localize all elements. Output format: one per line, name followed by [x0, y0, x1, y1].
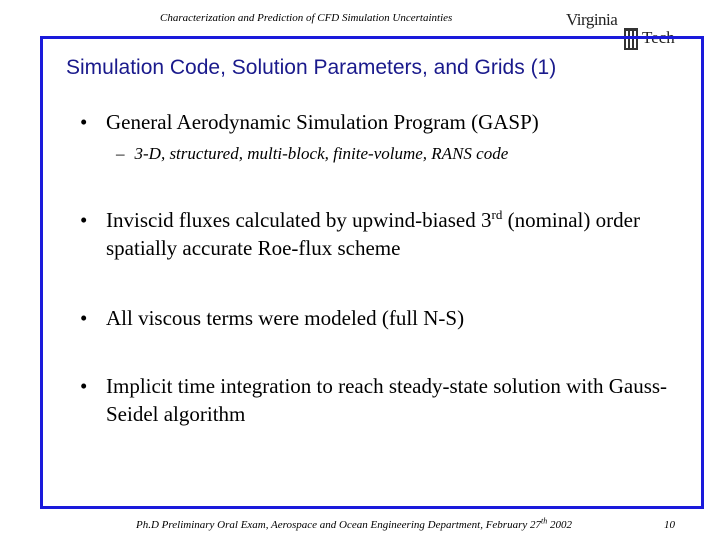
sub-bullet-text: 3-D, structured, multi-block, finite-volume, RANS code: [134, 144, 509, 163]
sub-bullet-gasp: [116, 144, 508, 164]
slide-frame: [40, 36, 704, 509]
logo-line2: Tech: [642, 28, 675, 47]
bullet-icon: •: [80, 208, 88, 232]
bullet-icon: •: [80, 374, 88, 398]
bullet-text: All viscous terms were modeled (full N-S): [106, 306, 465, 330]
footer-text: Ph.D Preliminary Oral Exam, Aerospace and Ocean Engineering Department, February 27th 2002: [136, 516, 572, 531]
page-number: 10: [664, 519, 675, 531]
bullet-text: Implicit time integration to reach steady-state solution with Gauss-Seidel algorithm: [106, 374, 668, 426]
dash-icon: –: [116, 144, 125, 163]
slide-title: Simulation Code, Solution Parameters, and Grids (1): [66, 56, 557, 79]
logo-line1: Virginia: [566, 10, 618, 29]
bullet-text: General Aerodynamic Simulation Program (GASP): [106, 110, 539, 134]
bullet-icon: •: [80, 110, 88, 134]
bullet-text: Inviscid fluxes calculated by upwind-biased 3rd (nominal) order spatially accurate Roe-flux scheme: [106, 207, 640, 260]
bullet-icon: •: [80, 306, 88, 330]
running-header: Characterization and Prediction of CFD Simulation Uncertainties: [160, 12, 453, 24]
